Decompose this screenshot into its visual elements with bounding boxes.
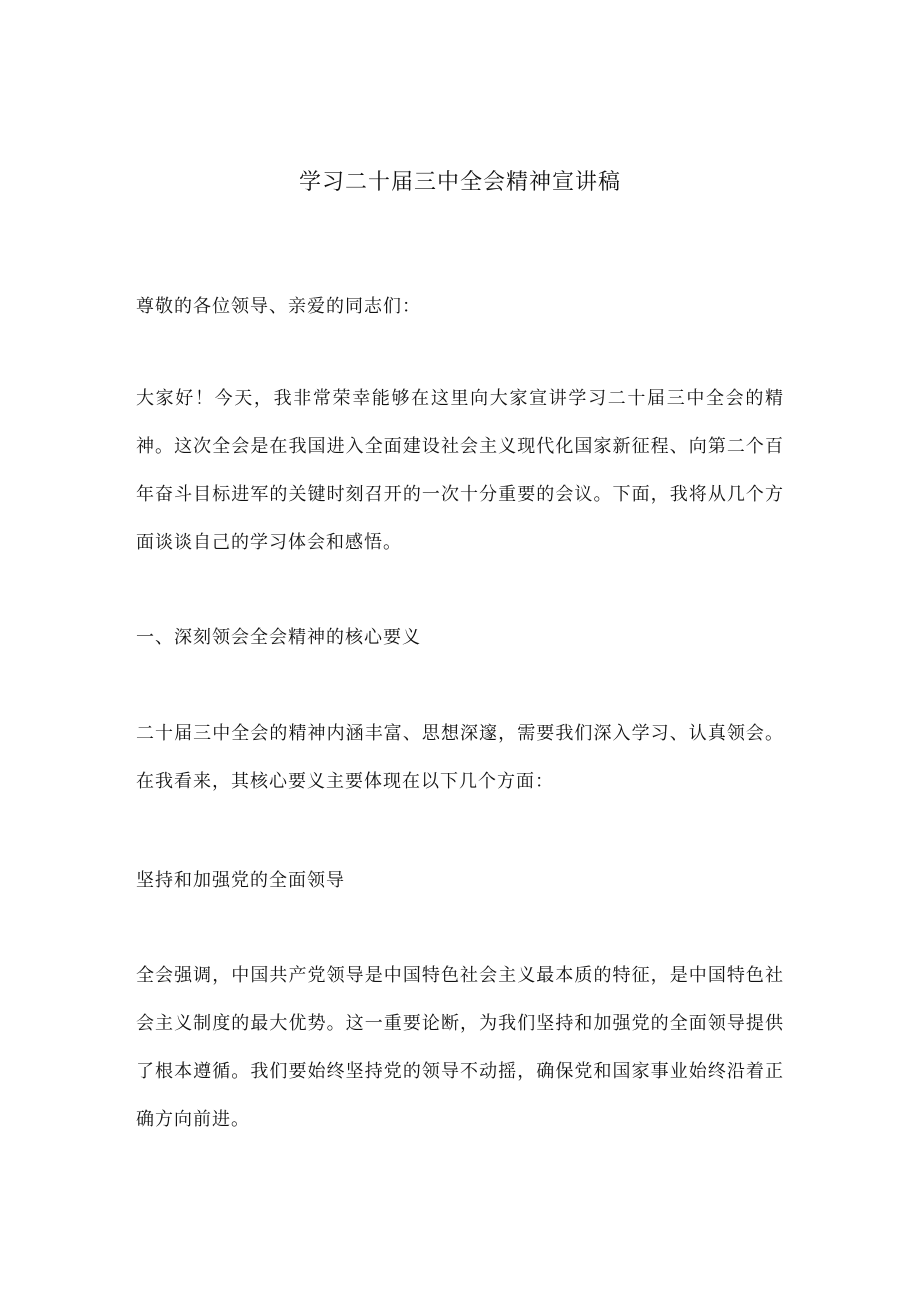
party-leadership-paragraph: 全会强调，中国共产党领导是中国特色社会主义最本质的特征，是中国特色社会主义制度的最大优势。这一重要论断，为我们坚持和加强党的全面领导提供了根本遵循。我们要始终坚持党的领导不动摇，确保党和国家事业始终沿着正确方向前进。 [136, 965, 784, 1130]
document-title: 学习二十届三中全会精神宣讲稿 [298, 170, 621, 195]
subheading-party-leadership: 坚持和加强党的全面领导 [136, 870, 345, 891]
greeting-line: 尊敬的各位领导、亲爱的同志们： [136, 296, 421, 317]
section-1-intro-paragraph: 二十届三中全会的精神内涵丰富、思想深邃，需要我们深入学习、认真领会。在我看来，其核心要义主要体现在以下几个方面： [136, 723, 784, 792]
section-heading-1: 一、深刻领会全会精神的核心要义 [136, 627, 421, 648]
opening-paragraph: 大家好！今天，我非常荣幸能够在这里向大家宣讲学习二十届三中全会的精神。这次全会是在我国进入全面建设社会主义现代化国家新征程、向第二个百年奋斗目标进军的关键时刻召开的一次十分重要的会议。下面，我将从几个方面谈谈自己的学习体会和感悟。 [136, 388, 784, 553]
